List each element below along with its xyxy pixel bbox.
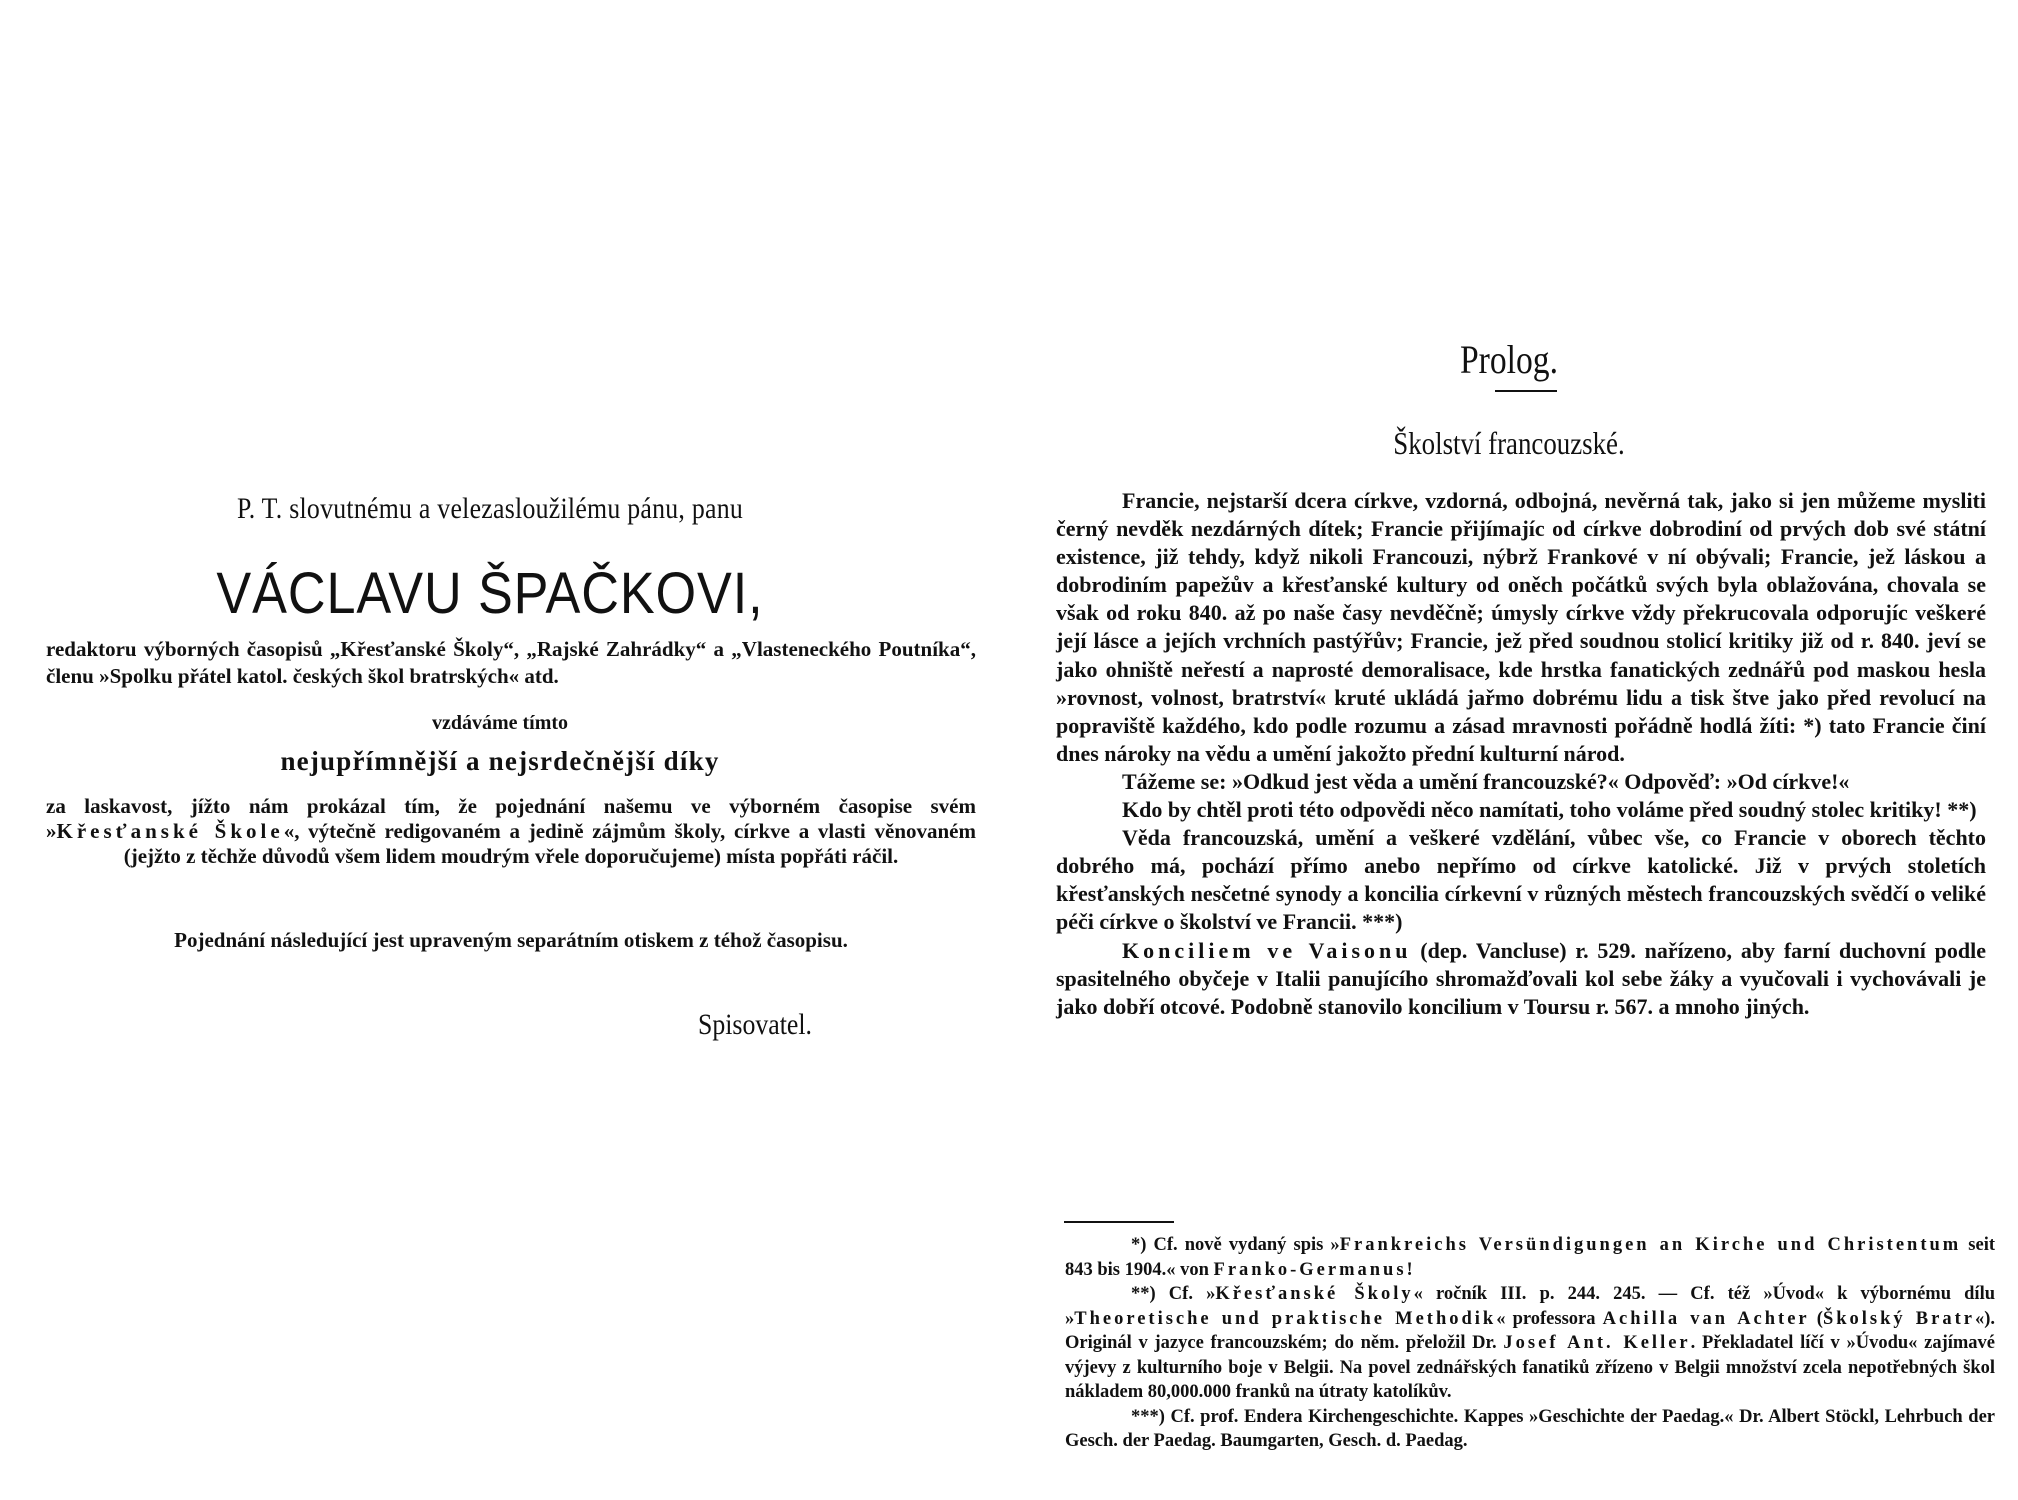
signature: Spisovatel. (698, 1008, 812, 1041)
footnote-spaced-text: Frankreichs Versündigungen an Kirche und Christentum (1339, 1235, 1962, 1255)
footnote-text: . Překladatel líčí v »Úvodu« zajímavé výjevy z kulturního boje v Belgii. Na povel zednářských fanatiků zřízeno v Belgii množství zcela nepotřebných škol nákladem 80,000.000 franků na útraty katolíkův. (1065, 1333, 1996, 1402)
footnote-text: ( (1809, 1308, 1823, 1329)
separate-print-note: Pojednání následující jest upraveným separátním otiskem z téhož časopisu. (174, 928, 848, 952)
footnote-3: ***) Cf. prof. Endera Kirchengeschichte. Kappes »Geschichte der Paedag.« Dr. Albert Stöckl, Lehrbuch der Gesch. der Paedag. Baumgarten, Gesch. d. Paedag. (1065, 1406, 1995, 1451)
page-title: Prolog. (1459, 337, 1559, 382)
thanks-body-text-2: «, výtečně redigovaném a jedině zájmům školy, církve a vlasti věnovaném (jejžto z těchže důvodů všem lidem moudrým vřele doporučujeme) místa popřáti ráčil. (123, 819, 976, 868)
footnotes (1065, 1233, 1995, 1454)
paragraph-text: (dep. Vancluse) r. 529. nařízeno, aby farní duchovní podle spasitelného obyčeje v Italii panujícího shromažďovali kol sebe žáky a vyučovali i vychovávali je jako dobří otcové. Podobně stanovilo koncilium v Toursu r. 567. a mnoho jiných. (1056, 937, 1986, 1019)
footnote-text: «). Originál v jazyce francouzském; do něm. přeložil Dr. (1065, 1308, 1995, 1353)
thanks-intro: vzdáváme tímto (431, 712, 569, 734)
thanks-line: nejupřímnější a nejsrdečnější díky (280, 746, 720, 776)
paragraph: Kdo by chtěl proti této odpovědi něco namítati, toho voláme před soudný stolec kritiky! **) (1122, 797, 1977, 823)
footnote-text: « professora (1496, 1308, 1603, 1329)
paragraph (1056, 937, 1986, 1021)
footnote-text: seit 843 bis 1904.« von (1065, 1235, 1996, 1280)
footnote-text: « ročník III. p. 244. 245. — Cf. též »Úvod« k výbornému dílu » (1065, 1284, 1996, 1329)
thanks-body-spaced-title: Křesťanské Škole (56, 819, 284, 843)
footnote-spaced-text: Franko-Germanus (1213, 1259, 1407, 1280)
footnote-text: ! (1406, 1259, 1413, 1280)
dedication-heading: P. T. slovutnému a velezasloužilému pánu, panu (236, 492, 744, 525)
footnote-spaced-text: Theoretische und praktische Methodik (1074, 1308, 1497, 1329)
footnote-2 (1065, 1282, 1995, 1405)
page-subtitle: Školství francouzské. (1393, 425, 1625, 461)
footnote-spaced-text: Achilla van Achter (1602, 1308, 1810, 1329)
paragraph-spaced-lead: Konciliem ve Vaisonu (1122, 937, 1412, 963)
recipient-credentials-text: redaktoru výborných časopisů „Křesťanské Školy“, „Rajské Zahrádky“ a „Vlasteneckého Poutníka“, členu »Spolku přátel katol. českých škol bratrských« atd. (46, 637, 976, 688)
title-divider (1495, 390, 1557, 392)
footnote-text: **) Cf. » (1131, 1284, 1216, 1304)
body-text (1056, 487, 1986, 1021)
thanks-body-text-1: za laskavost, jížto nám prokázal tím, že pojednání našemu ve výborném časopise svém » (46, 794, 976, 843)
footnote-1 (1065, 1233, 1995, 1282)
footnote-spaced-text: Školský Bratr (1822, 1308, 1975, 1329)
footnote-spaced-text: Josef Ant. Keller (1503, 1333, 1691, 1353)
footnote-spaced-text: Křesťanské Školy (1215, 1284, 1414, 1304)
prolog-page (1009, 0, 2018, 1500)
thanks-body (46, 794, 976, 869)
footnote-divider (1064, 1221, 1174, 1223)
paragraph: Věda francouzská, umění a veškeré vzdělání, vůbec vše, co Francie v oborech těchto dobrého má, pochází přímo anebo nepřímo od církve katolické. Již v prvých stoletích křesťanských nesčetné synody a koncilia církevní v různých městech francouzských svědčí o veliké péči církve o školství ve Francii. ***) (1056, 825, 1986, 935)
footnote-text: *) Cf. nově vydaný spis » (1131, 1235, 1340, 1255)
paragraph: Tážeme se: »Odkud jest věda a umění francouzské?« Odpověď: »Od církve!« (1122, 768, 1850, 794)
recipient-name: VÁCLAVU ŠPAČKOVI, (216, 561, 764, 626)
paragraph: Francie, nejstarší dcera církve, vzdorná, odbojná, nevěrná tak, jako si jen můžeme mysliti černý nevděk nezdárných dítek; Francie přijímajíc od církve dobrodiní od prvých dob své státní existence, již tehdy, když nikoli Francouzi, nýbrž Frankové v ní obývali; Francie, jež láskou a dobrodiním papežův a křesťanské kultury od oněch počátků svých byla oblažována, chovala se však od roku 840. až po naše časy nevděčně; úmysly církve vždy překrucovala odporujíc veškeré její lásce a jejích vrchních pastýřův; Francie, jež před soudnou stolicí kritiky již od r. 840. jeví se jako ohniště neřestí a naprosté demoralisace, kde hrstka fanatických zednářů pod maskou hesla »rovnost, volnost, bratrství« kruté ukládá jařmo dobrému lidu a tisk štve jako před revolucí na popraviště každého, kdo podle rozumu a zásad mravnosti pořádně hodlá žíti: *) tato Francie činí dnes nároky na vědu a umění jakožto přední kulturní národ. (1056, 488, 1986, 766)
recipient-credentials (46, 636, 976, 690)
